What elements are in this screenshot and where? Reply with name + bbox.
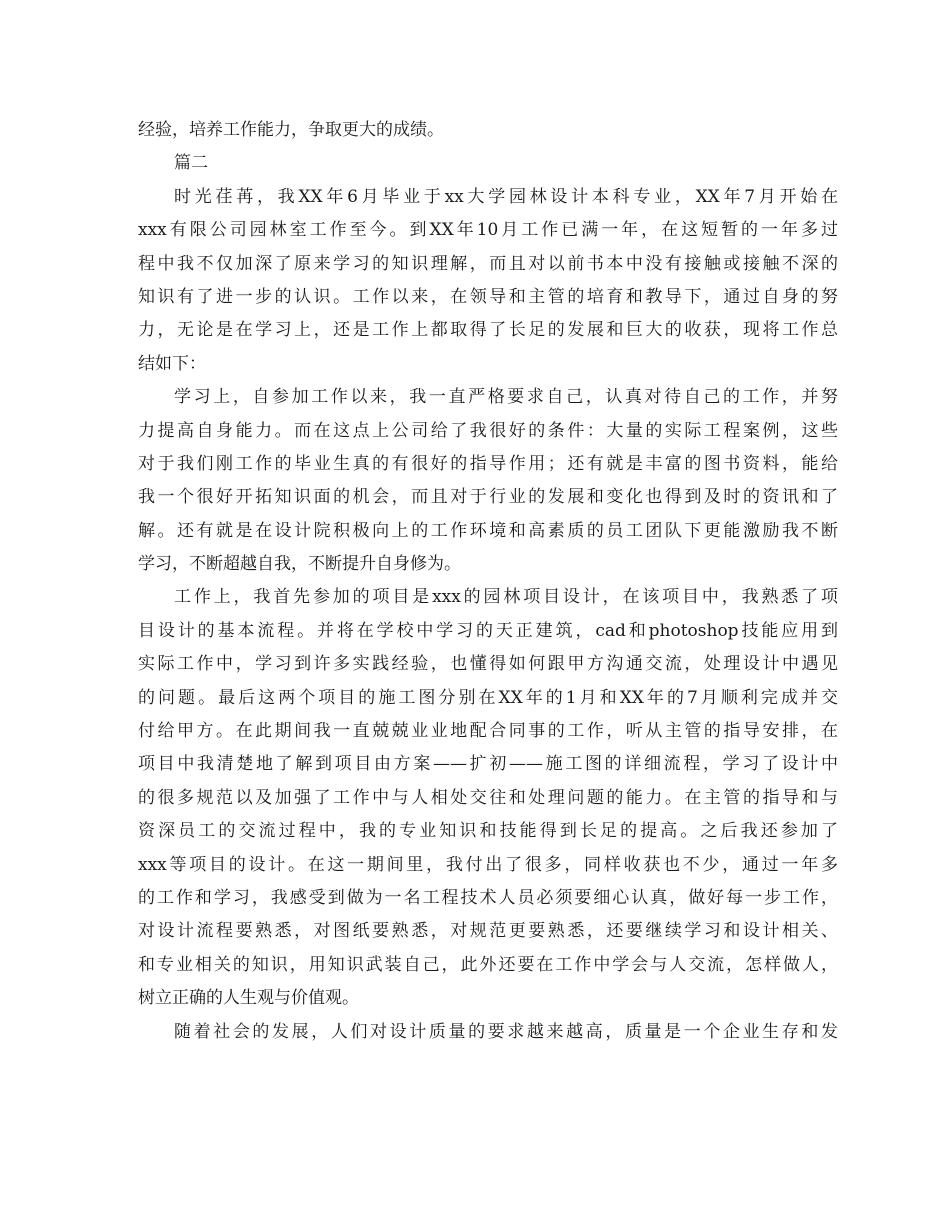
text-line: 时光荏苒，我XX年6月毕业于xx大学园林设计本科专业，XX年7月开始在 (174, 186, 838, 207)
text-line: 工作上，我首先参加的项目是xxx的园林项目设计，在该项目中，我熟悉了项 (174, 587, 838, 608)
text-line: 力提高自身能力。而在这点上公司给了我很好的条件：大量的实际工程案例，这些 (138, 420, 838, 441)
text-line: 程中我不仅加深了原来学习的知识理解，而且对以前书本中没有接触或接触不深的 (138, 253, 838, 274)
text-line: 和专业相关的知识，用知识武装自己，此外还要在工作中学会与人交流，怎样做人， (138, 954, 838, 975)
text-line: 的问题。最后这两个项目的施工图分别在XX年的1月和XX年的7月顺利完成并交 (138, 687, 838, 708)
text-line: 学习，不断超越自我，不断提升自身修为。 (138, 554, 461, 575)
text-line: 付给甲方。在此期间我一直兢兢业业地配合同事的工作，听从主管的指导安排，在 (138, 721, 838, 742)
text-line: 篇二 (174, 153, 208, 174)
text-line: xxx等项目的设计。在这一期间里，我付出了很多，同样收获也不少，通过一年多 (138, 854, 838, 875)
text-line: 我一个很好开拓知识面的机会，而且对于行业的发展和变化也得到及时的资讯和了 (138, 487, 838, 508)
text-line: 树立正确的人生观与价值观。 (138, 988, 359, 1009)
text-line: 项目中我清楚地了解到项目由方案——扩初——施工图的详细流程，学习了设计中 (138, 754, 838, 775)
text-line: 资深员工的交流过程中，我的专业知识和技能得到长足的提高。之后我还参加了 (138, 821, 838, 842)
text-line: xxx有限公司园林室工作至今。到XX年10月工作已满一年，在这短暂的一年多过 (138, 220, 838, 241)
text-line: 解。还有就是在设计院积极向上的工作环境和高素质的员工团队下更能激励我不断 (138, 520, 838, 541)
text-line: 知识有了进一步的认识。工作以来，在领导和主管的培育和教导下，通过自身的努 (138, 286, 838, 307)
text-line: 结如下： (138, 353, 206, 374)
text-line: 实际工作中，学习到许多实践经验，也懂得如何跟甲方沟通交流，处理设计中遇见 (138, 654, 838, 675)
text-line: 随着社会的发展，人们对设计质量的要求越来越高，质量是一个企业生存和发 (174, 1021, 838, 1042)
text-line: 对设计流程要熟悉，对图纸要熟悉，对规范更要熟悉，还要继续学习和设计相关、 (138, 921, 838, 942)
text-line: 的工作和学习，我感受到做为一名工程技术人员必须要细心认真，做好每一步工作， (138, 887, 838, 908)
text-line: 对于我们刚工作的毕业生真的有很好的指导作用；还有就是丰富的图书资料，能给 (138, 453, 838, 474)
text-line: 目设计的基本流程。并将在学校中学习的天正建筑，cad和photoshop技能应用到 (138, 620, 838, 641)
text-line: 经验，培养工作能力，争取更大的成绩。 (138, 120, 444, 140)
text-line: 学习上，自参加工作以来，我一直严格要求自己，认真对待自己的工作，并努 (174, 387, 838, 408)
text-line: 的很多规范以及加强了工作中与人相处交往和处理问题的能力。在主管的指导和与 (138, 787, 838, 808)
document-body (138, 114, 838, 1049)
text-line: 力，无论是在学习上，还是工作上都取得了长足的发展和巨大的收获，现将工作总 (138, 320, 838, 341)
